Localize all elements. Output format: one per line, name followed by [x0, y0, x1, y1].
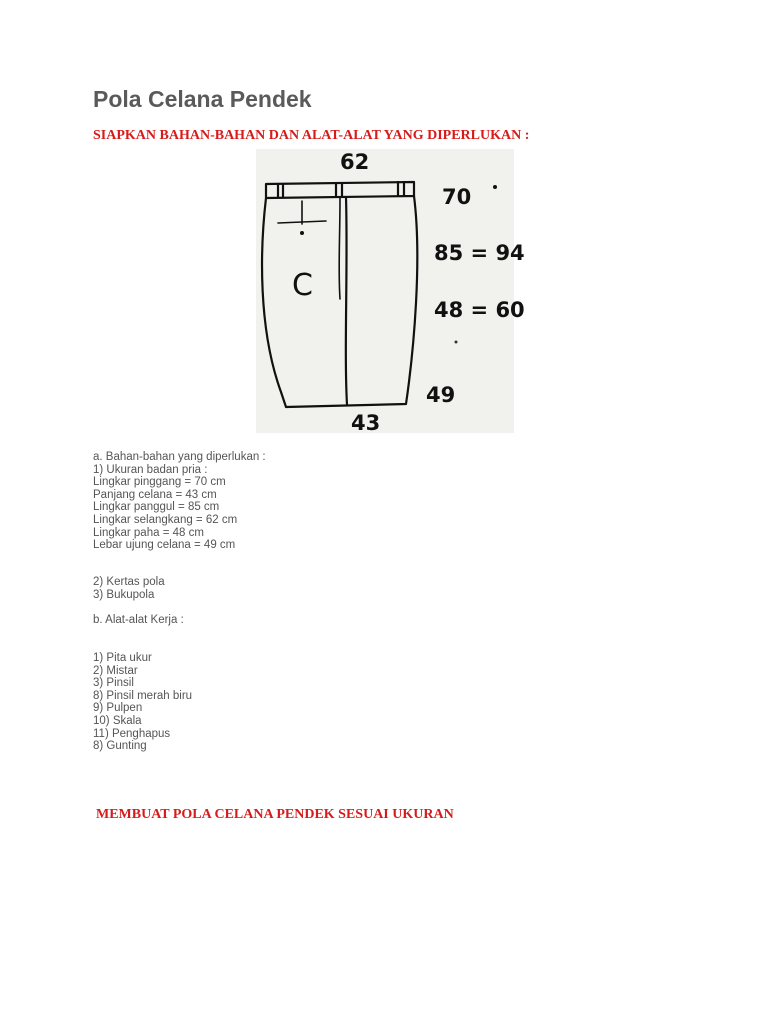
materials-block	[93, 451, 266, 552]
shorts-pattern-figure	[256, 149, 525, 435]
section-heading-pattern: MEMBUAT POLA CELANA PENDEK SESUAI UKURAN	[96, 807, 454, 822]
label-top-62: 62	[340, 150, 370, 174]
fly-line	[339, 197, 340, 299]
measurement-item: Lebar ujung celana = 49 cm	[93, 539, 236, 552]
tool-item: 3) Pinsil	[93, 677, 134, 690]
shorts-pattern-drawing	[256, 149, 525, 435]
tool-item: 11) Penghapus	[93, 727, 171, 740]
material-item: 3) Bukupola	[93, 588, 155, 601]
mark-dot-2	[455, 341, 458, 344]
label-c: C	[292, 268, 313, 303]
tool-item: 1) Pita ukur	[93, 652, 152, 664]
measurement-item: Lingkar selangkang = 62 cm	[93, 513, 238, 526]
material-item: 2) Kertas pola	[93, 576, 165, 588]
measurement-item: Lingkar panggul = 85 cm	[93, 501, 220, 514]
measurement-item: Lingkar pinggang = 70 cm	[93, 476, 226, 489]
label-thigh: 48 = 60	[434, 298, 525, 322]
measurement-item: Lingkar paha = 48 cm	[93, 526, 204, 539]
tools-list	[93, 652, 192, 753]
page-title: Pola Celana Pendek	[93, 86, 312, 112]
measurement-item: Panjang celana = 43 cm	[93, 488, 217, 501]
label-hem-49: 49	[426, 383, 456, 407]
label-waist-70: 70	[442, 185, 472, 209]
label-bottom-43: 43	[351, 411, 381, 435]
tools-heading: b. Alat-alat Kerja :	[93, 614, 184, 626]
tool-item: 8) Gunting	[93, 740, 147, 753]
body-measure-heading: 1) Ukuran badan pria :	[93, 463, 208, 476]
label-hip: 85 = 94	[434, 241, 525, 265]
materials-heading: a. Bahan-bahan yang diperlukan :	[93, 451, 266, 463]
center-seam	[346, 197, 347, 405]
tool-item: 2) Mistar	[93, 664, 138, 677]
section-heading-materials: SIAPKAN BAHAN-BAHAN DAN ALAT-ALAT YANG DIPERLUKAN :	[93, 128, 530, 143]
tool-item: 9) Pulpen	[93, 702, 143, 715]
mark-dot	[493, 185, 497, 189]
tools-heading-block	[93, 614, 184, 627]
tool-item: 10) Skala	[93, 714, 142, 727]
other-materials-block	[93, 576, 165, 601]
tool-item: 8) Pinsil merah biru	[93, 689, 193, 702]
pocket-dot	[300, 231, 304, 235]
